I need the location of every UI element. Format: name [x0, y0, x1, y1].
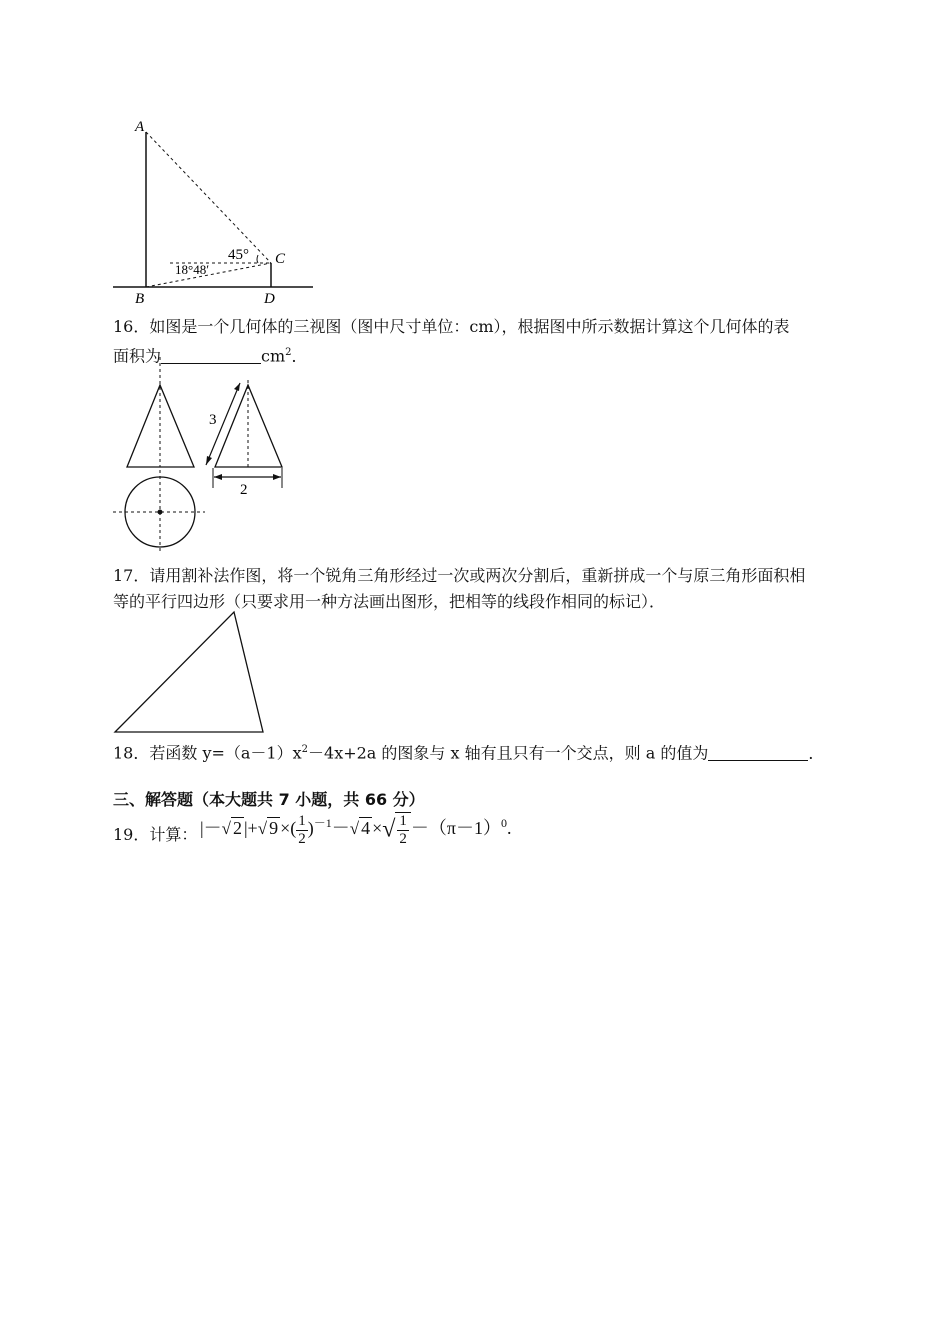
angle-arc [257, 255, 258, 263]
question-16-line1: 16．如图是一个几何体的三视图（图中尺寸单位：cm），根据图中所示数据计算这个几何体的表 [113, 317, 790, 336]
q16-unit-sup: 2 [285, 347, 292, 358]
dimension-base: 2 [240, 482, 248, 498]
q19-paren-close: ) [307, 818, 314, 839]
question-17-line1: 17．请用割补法作图，将一个锐角三角形经过一次或两次分割后，重新拼成一个与原三角形面积相 [113, 566, 806, 585]
q19-sqrt4: 4 [361, 818, 371, 839]
q16-unit: cm [261, 346, 286, 366]
q19-exp1: －1 [313, 816, 332, 831]
label-angle-18: 18°48′ [175, 262, 210, 277]
question-19-expression: |－√ 2 |+√ 9 ×( $\frac{1}{2}$ )$^{-1}$－√ 4 ×√ $\frac{1}{2}$ $-(\pi-1)^0$. [200, 812, 512, 847]
q19-exp2: 0 [501, 816, 507, 831]
label-b: B [135, 291, 145, 307]
q18-exponent: 2 [301, 744, 309, 755]
q18-part2: －4x+2a 的图象与 x 轴有且只有一个交点，则 a 的值为 [308, 743, 709, 763]
q18-part1: 18．若函数 y=（a－1）x [113, 743, 302, 763]
slant-arrow-top [234, 383, 240, 391]
q19-minus: － [331, 818, 350, 839]
q19-times2: × [372, 818, 383, 839]
q19-frac1-den: 2 [298, 830, 306, 847]
label-d: D [264, 291, 275, 307]
label-a: A [135, 119, 145, 135]
label-angle-45: 45° [228, 247, 249, 263]
figure-three-views [0, 355, 950, 555]
segment-ac [146, 132, 271, 263]
question-19-prefix: 19．计算： [113, 825, 198, 844]
slant-arrow-bottom [206, 456, 212, 465]
question-17-line2: 等的平行四边形（只要求用一种方法画出图形，把相等的线段作相同的标记）． [113, 592, 666, 611]
base-arrow-left [214, 474, 222, 480]
q19-times1: ×( [280, 818, 297, 839]
top-view-center [158, 510, 163, 515]
q18-end: ． [808, 743, 825, 763]
q19-sqrt9: 9 [269, 818, 279, 839]
answer-blank-18[interactable] [708, 742, 808, 761]
base-arrow-right [273, 474, 281, 480]
q19-frac2-den: 2 [399, 831, 407, 847]
q19-end: . [507, 818, 512, 839]
dimension-slant: 3 [209, 412, 217, 428]
q19-sqrt2: 2 [232, 818, 242, 839]
label-c: C [275, 251, 286, 267]
q19-frac1 [296, 813, 308, 848]
q19-frac2-num: 1 [399, 813, 407, 829]
q19-abs-open: |－ [200, 818, 222, 839]
q16-prefix: 面积为 [113, 346, 162, 366]
q19-abs-close: |+ [243, 818, 258, 839]
figure-elevation-diagram [0, 0, 950, 320]
question-18 [113, 737, 824, 766]
q16-end: ． [291, 346, 308, 366]
section-heading-3: 三、解答题（本大题共 7 小题，共 66 分） [113, 790, 425, 809]
q19-pi-term: －（π－1） [410, 818, 501, 839]
q19-frac2 [395, 812, 411, 848]
q19-frac1-num: 1 [298, 812, 306, 829]
acute-triangle [115, 612, 263, 732]
figure-acute-triangle [0, 605, 950, 740]
